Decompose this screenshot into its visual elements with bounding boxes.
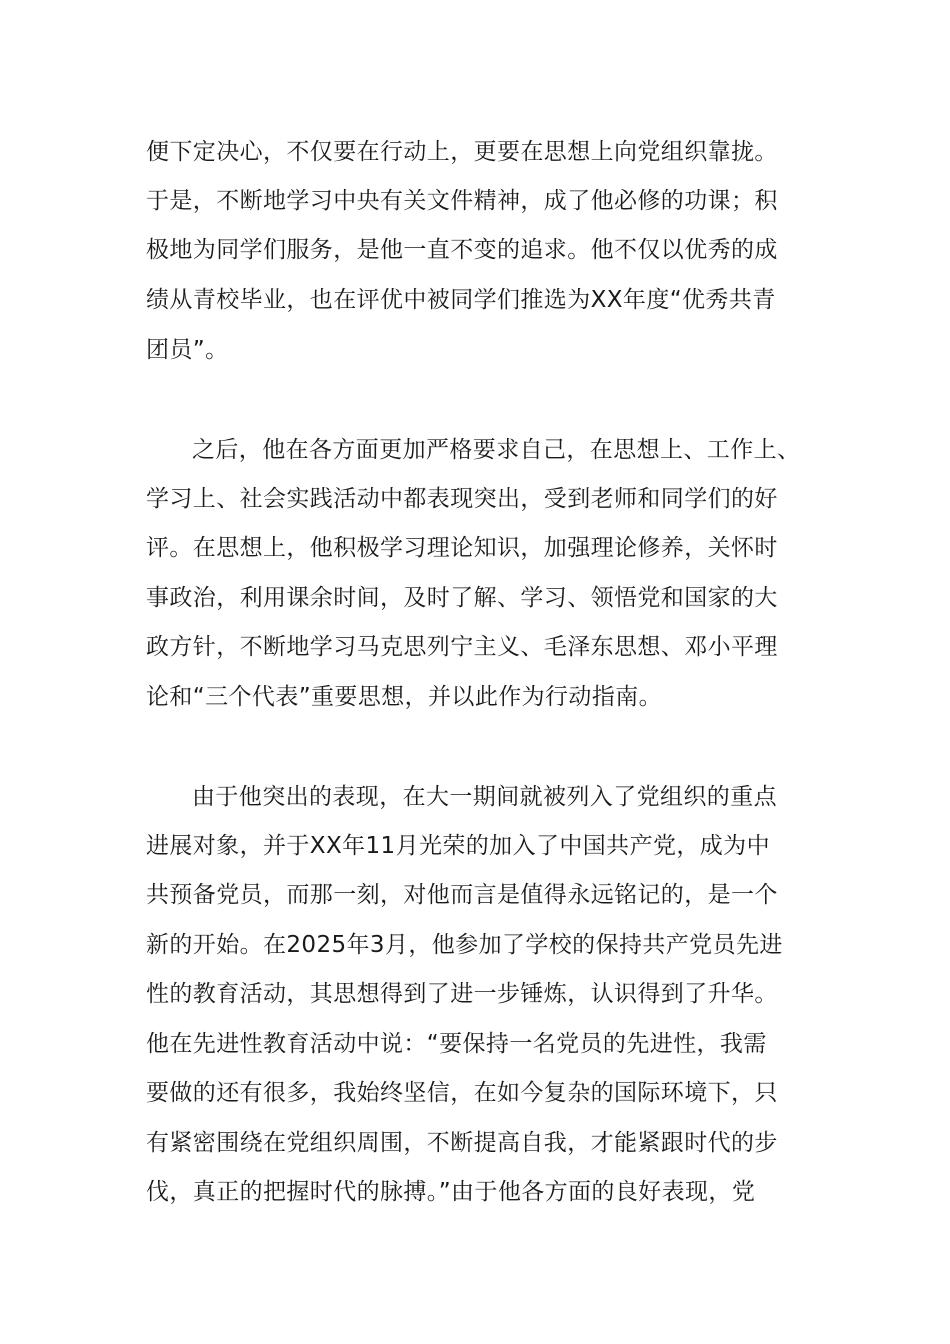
text-line: 事政治，利用课余时间，及时了解、学习、领悟党和国家的大 [146,585,778,611]
text-line: 于是，不断地学习中央有关文件精神，成了他必修的功课；积 [146,188,778,214]
text-line: 性的教育活动，其思想得到了进一步锤炼，认识得到了升华。 [146,981,778,1007]
text-line: 之后，他在各方面更加严格要求自己，在思想上、工作上、 [192,437,801,463]
text-line: 学习上、社会实践活动中都表现突出，受到老师和同学们的好 [146,486,778,512]
text-line: 政方针，不断地学习马克思列宁主义、毛泽东思想、邓小平理 [146,634,778,660]
text-line: 进展对象，并于XX年11月光荣的加入了中国共产党，成为中 [146,833,770,859]
text-line: 绩从青校毕业，也在评优中被同学们推选为XX年度“优秀共青 [146,287,776,313]
text-line: 论和“三个代表”重要思想，并以此作为行动指南。 [146,684,663,710]
text-line: 新的开始。在2025年3月，他参加了学校的保持共产党员先进 [146,932,783,958]
text-line: 有紧密围绕在党组织周围，不断提高自我，才能紧跟时代的步 [146,1130,778,1156]
text-line: 要做的还有很多，我始终坚信，在如今复杂的国际环境下，只 [146,1080,778,1106]
text-line: 由于他突出的表现，在大一期间就被列入了党组织的重点 [192,784,777,810]
text-line: 评。在思想上，他积极学习理论知识，加强理论修养，关怀时 [146,535,778,561]
text-line: 共预备党员，而那一刻，对他而言是值得永远铭记的，是一个 [146,882,778,908]
text-line: 团员”。 [146,337,229,363]
text-line: 便下定决心，不仅要在行动上，更要在思想上向党组织靠拢。 [146,139,778,165]
text-line: 极地为同学们服务，是他一直不变的追求。他不仅以优秀的成 [146,237,778,263]
text-line: 伐，真正的把握时代的脉搏。”由于他各方面的良好表现，党 [146,1179,756,1205]
text-line: 他在先进性教育活动中说：“要保持一名党员的先进性，我需 [146,1031,767,1057]
